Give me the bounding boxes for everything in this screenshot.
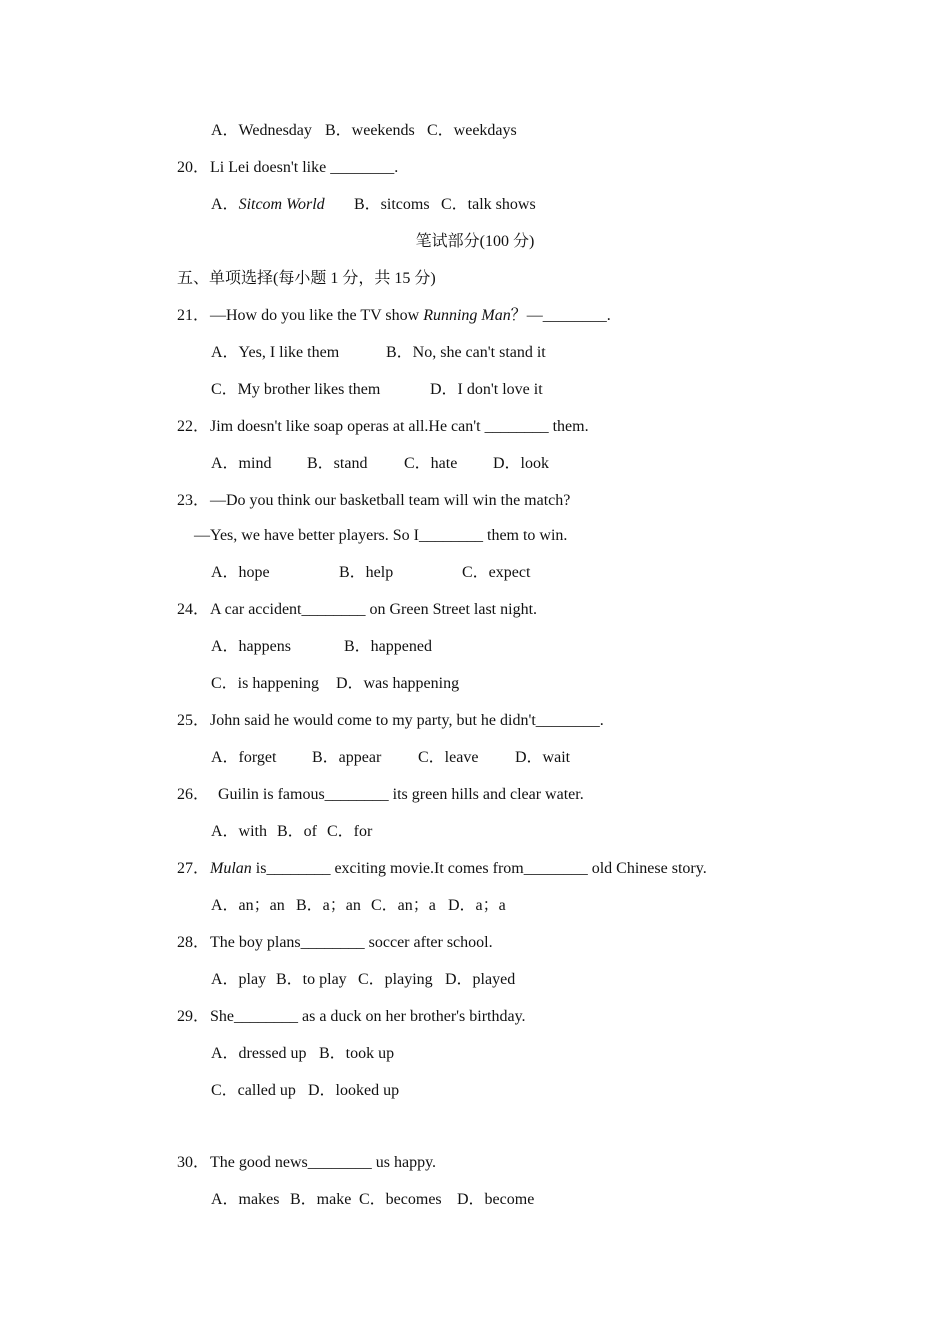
q25-option-b: B．appear [312, 749, 382, 766]
q30-option-a: A．makes [211, 1191, 280, 1208]
q28-text: The boy plans________ soccer after school. [210, 934, 493, 951]
q20-option-b: B．sitcoms [354, 196, 430, 213]
q30-options [211, 1190, 535, 1210]
q30-option-b: B．make [290, 1191, 352, 1208]
q24-option-b: B．happened [344, 638, 432, 655]
q30-option-d: D．become [457, 1191, 535, 1208]
q19-option-a: A．Wednesday [211, 122, 312, 139]
q29-options-row2 [211, 1081, 400, 1101]
q30-text: The good news________ us happy. [210, 1154, 437, 1171]
section-written-heading: 笔试部分(100 分) [415, 233, 535, 250]
q25-stem [177, 711, 604, 731]
q27-option-b: B．a；an [296, 897, 361, 914]
q28-option-a: A．play [211, 971, 267, 988]
q22-number: 22． [177, 418, 210, 435]
q28-option-c: C．playing [358, 971, 433, 988]
q24-option-d: D．was happening [336, 675, 460, 692]
q29-option-c: C．called up [211, 1082, 296, 1099]
q29-number: 29． [177, 1008, 210, 1025]
q21-options-row1 [211, 343, 546, 363]
q30-option-c: C．becomes [359, 1191, 442, 1208]
q28-option-d: D．played [445, 971, 516, 988]
q23-reply: —Yes, we have better players. So I________ them to win. [194, 527, 568, 544]
q27-stem [177, 859, 707, 879]
q21-options-row2 [211, 380, 543, 400]
q24-options-row2 [211, 674, 460, 694]
q26-options [211, 822, 373, 842]
q27-text [210, 859, 707, 879]
q24-text: A car accident________ on Green Street last night. [210, 601, 538, 618]
q29-options-row1 [211, 1044, 395, 1064]
q23-options [211, 563, 531, 583]
q20-option-a-label: A． [211, 196, 239, 213]
q24-option-a: A．happens [211, 638, 291, 655]
q26-stem [177, 785, 584, 805]
q22-option-a: A．mind [211, 455, 272, 472]
q25-options [211, 748, 571, 768]
q21-option-c: C．My brother likes them [211, 381, 381, 398]
q22-stem [177, 417, 589, 437]
section-five-heading: 五、单项选择(每小题 1 分，共 15 分) [177, 270, 436, 287]
q20-option-c: C．talk shows [441, 196, 536, 213]
q19-option-c: C．weekdays [427, 122, 517, 139]
q29-option-b: B．took up [319, 1045, 395, 1062]
q23-stem [177, 491, 571, 511]
q21-option-b: B．No, she can't stand it [386, 344, 546, 361]
q26-option-c: C．for [327, 823, 373, 840]
q22-options [211, 454, 550, 474]
q21-text-post: ？—________. [510, 307, 611, 324]
q20-options [211, 195, 536, 215]
q25-number: 25． [177, 712, 210, 729]
q28-options [211, 970, 516, 990]
q20-option-a-title: Sitcom World [238, 196, 325, 213]
q24-number: 24． [177, 601, 210, 618]
q27-option-d: D．a；a [448, 897, 506, 914]
q25-option-a: A．forget [211, 749, 277, 766]
q27-text-post: is________ exciting movie.It comes from________ old Chinese story. [251, 860, 707, 877]
q29-option-a: A．dressed up [211, 1045, 307, 1062]
q20-stem [177, 158, 399, 178]
q27-option-a: A．an；an [211, 897, 285, 914]
q28-number: 28． [177, 934, 210, 951]
q21-option-d: D．I don't love it [430, 381, 543, 398]
q26-text: Guilin is famous________ its green hills and clear water. [214, 786, 584, 803]
q24-option-c: C．is happening [211, 675, 319, 692]
q21-stem [177, 306, 611, 326]
q29-stem [177, 1007, 526, 1027]
q29-option-d: D．looked up [308, 1082, 400, 1099]
q22-option-d: D．look [493, 455, 550, 472]
q22-text: Jim doesn't like soap operas at all.He can't ________ them. [210, 418, 589, 435]
q26-number: 26． [177, 786, 210, 803]
q27-number: 27． [177, 860, 210, 877]
q21-text-pre: —How do you like the TV show [210, 307, 424, 324]
q30-number: 30． [177, 1154, 210, 1171]
q26-option-b: B．of [277, 823, 318, 840]
q21-show-title: Running Man [423, 307, 511, 324]
q21-text [210, 306, 611, 326]
q25-text: John said he would come to my party, but he didn't________. [210, 712, 604, 729]
q21-option-a: A．Yes, I like them [211, 344, 340, 361]
q23-number: 23． [177, 492, 210, 509]
q24-options-row1 [211, 637, 432, 657]
q22-option-c: C．hate [404, 455, 458, 472]
q29-text: She________ as a duck on her brother's birthday. [210, 1008, 526, 1025]
q24-stem [177, 600, 538, 620]
q27-options [211, 896, 506, 916]
q25-option-d: D．wait [515, 749, 571, 766]
q27-option-c: C．an；a [371, 897, 436, 914]
q23-text: —Do you think our basketball team will win the match? [210, 492, 571, 509]
q21-number: 21． [177, 307, 210, 324]
q20-option-a [211, 195, 325, 215]
q25-option-c: C．leave [418, 749, 479, 766]
q28-option-b: B．to play [276, 971, 347, 988]
q27-movie-title: Mulan [210, 860, 252, 877]
q19-option-b: B．weekends [325, 122, 415, 139]
q23-option-b: B．help [339, 564, 394, 581]
q20-text: Li Lei doesn't like ________. [210, 159, 399, 176]
q22-option-b: B．stand [307, 455, 368, 472]
q19-options [211, 121, 517, 141]
q26-option-a: A．with [211, 823, 268, 840]
q28-stem [177, 933, 493, 953]
q23-option-a: A．hope [211, 564, 270, 581]
q30-stem [177, 1153, 437, 1173]
q20-number: 20． [177, 159, 210, 176]
q23-option-c: C．expect [462, 564, 531, 581]
